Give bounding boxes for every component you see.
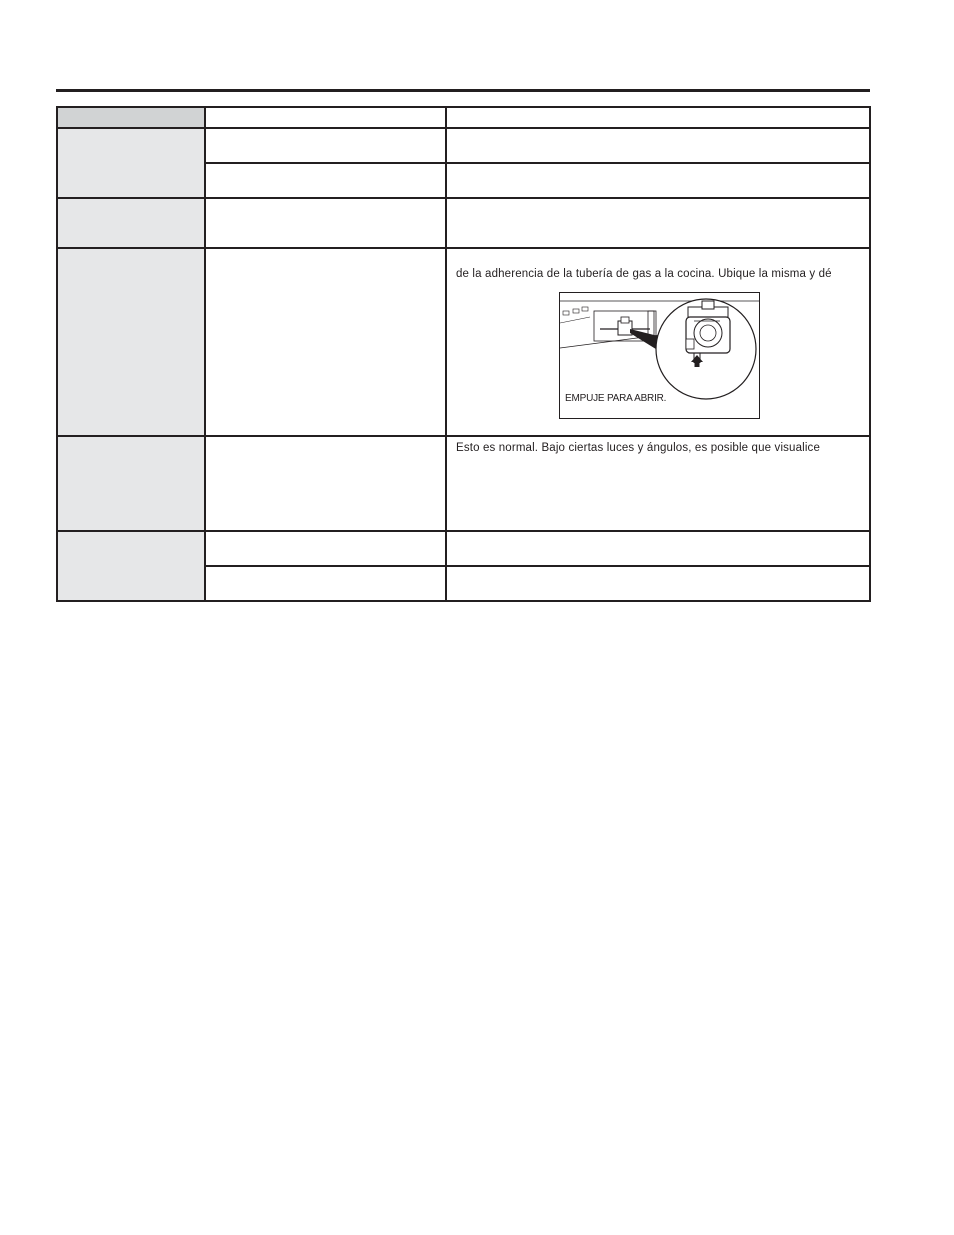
problem-cell xyxy=(57,436,205,531)
solution-cell xyxy=(446,128,870,163)
table-row xyxy=(57,128,870,163)
problem-cell xyxy=(57,198,205,248)
solution-cell xyxy=(446,566,870,601)
table-row xyxy=(57,198,870,248)
cause-cell xyxy=(205,198,446,248)
gas-regulator-figure xyxy=(559,292,760,419)
cause-cell xyxy=(205,436,446,531)
cause-cell xyxy=(205,128,446,163)
problem-cell xyxy=(57,531,205,601)
cause-cell xyxy=(205,248,446,436)
solution-cell xyxy=(446,531,870,566)
cause-cell xyxy=(205,163,446,198)
solution-cell xyxy=(446,163,870,198)
solution-cell xyxy=(446,248,870,436)
solution-cell xyxy=(446,198,870,248)
cause-cell xyxy=(205,531,446,566)
header-cause-cell xyxy=(205,107,446,128)
figure-caption: EMPUJE PARA ABRIR. xyxy=(565,393,667,404)
troubleshooting-table xyxy=(56,106,871,602)
table-row-normal xyxy=(57,436,870,531)
top-rule xyxy=(56,89,870,92)
solution-text: Esto es normal. Bajo ciertas luces y ángulos, es posible que visualice xyxy=(456,442,820,454)
problem-cell xyxy=(57,128,205,198)
table-row xyxy=(57,531,870,566)
solution-text: de la adherencia de la tubería de gas a la cocina. Ubique la misma y dé xyxy=(456,268,832,280)
cause-cell xyxy=(205,566,446,601)
solution-cell xyxy=(446,436,870,531)
header-solution-cell xyxy=(446,107,870,128)
table-header-row xyxy=(57,107,870,128)
header-problem-cell xyxy=(57,107,205,128)
problem-cell xyxy=(57,248,205,436)
table-row-gas-leak xyxy=(57,248,870,436)
